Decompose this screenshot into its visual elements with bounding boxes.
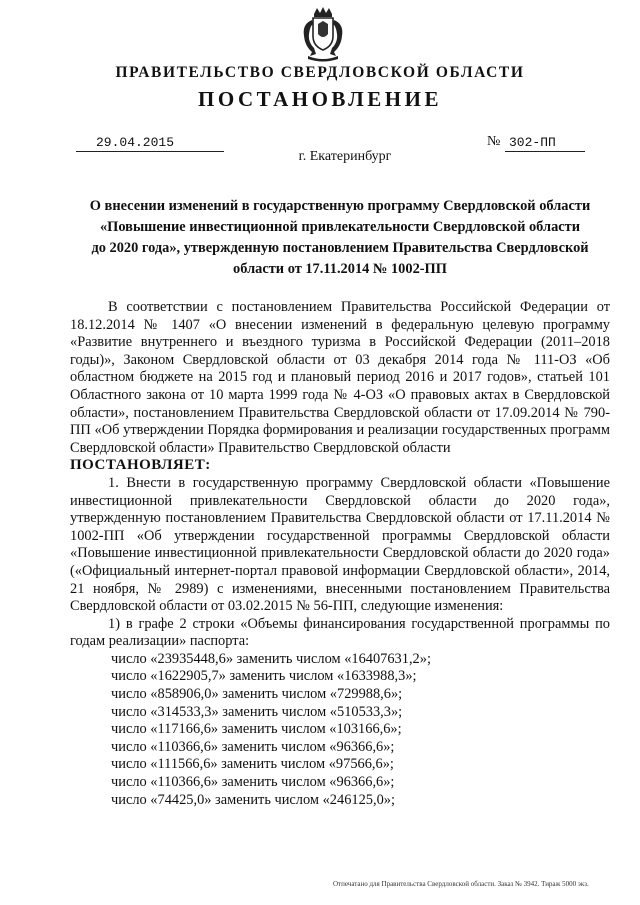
government-name: ПРАВИТЕЛЬСТВО СВЕРДЛОВСКОЙ ОБЛАСТИ bbox=[115, 64, 525, 81]
replacement-item: число «117166,6» заменить числом «103166,6»; bbox=[111, 721, 402, 738]
replacement-item: число «23935448,6» заменить числом «16407631,2»; bbox=[111, 650, 431, 667]
document-type-title: ПОСТАНОВЛЕНИЕ bbox=[198, 87, 442, 111]
document-date: 29.04.2015 bbox=[76, 135, 224, 152]
heading-line: до 2020 года», утвержденную постановлением Правительства Свердловской bbox=[91, 240, 589, 256]
heading-line: области от 17.11.2014 № 1002-ПП bbox=[233, 261, 447, 277]
replacement-item: число «314533,3» заменить числом «510533,3»; bbox=[111, 703, 403, 720]
replacement-item: число «1622905,7» заменить числом «1633988,3»; bbox=[111, 668, 417, 685]
replacement-item: число «74425,0» заменить числом «246125,0»; bbox=[111, 791, 395, 808]
replacement-item: число «111566,6» заменить числом «97566,6»; bbox=[111, 756, 394, 773]
replacement-list bbox=[70, 651, 610, 809]
preamble-paragraph: В соответствии с постановлением Правительства Российской Федерации от 18.12.2014 № 1407 «О внесении изменений в федеральную целевую программу «Развитие внутреннего и въездного туризма в Российской Федерации (2011–2018 годы)», Законом Свердловской области от 03 декабря 2014 года № 111-ОЗ «Об областном бюджете на 2015 год и плановый период 2016 и 2017 годов», статьей 101 Областного закона от 10 марта 1999 года № 4-ОЗ «О правовых актах в Свердловской области», постановлением Правительства Свердловской области от 17.09.2014 № 790-ПП «Об утверждении Порядка формирования и реализации государственных программ Свердловской области» Правительство Свердловской области bbox=[70, 299, 610, 456]
heading-line: «Повышение инвестиционной привлекательности Свердловской области bbox=[99, 219, 581, 235]
document-body bbox=[70, 299, 610, 809]
number-sign: № bbox=[487, 134, 501, 149]
item-1-paragraph: 1. Внести в государственную программу Свердловской области «Повышение инвестиционной привлекательности Свердловской области до 2020 года», утвержденную постановлением Правительства Свердловской области от 17.11.2014 № 1002-ПП «Об утверждении государственной программы Свердловской области «Повышение инвестиционной привлекательности Свердловской области до 2020 года» («Официальный интернет-портал правовой информации Свердловской области», 2014, 21 ноября, № 2989) с изменениями, внесенными постановлением Правительства Свердловской области от 03.02.2015 № 56-ПП, следующие изменения: bbox=[70, 474, 610, 615]
replacement-item: число «110366,6» заменить числом «96366,6»; bbox=[111, 774, 395, 791]
replacement-item: число «858906,0» заменить числом «729988,6»; bbox=[111, 686, 403, 703]
document-number: 302-ПП bbox=[505, 135, 585, 152]
subitem-1-paragraph: 1) в графе 2 строки «Объемы финансирования государственной программы по годам реализации» паспорта: bbox=[70, 615, 610, 650]
heading-line: О внесении изменений в государственную программу Свердловской области bbox=[89, 198, 591, 214]
replacement-item: число «110366,6» заменить числом «96366,6»; bbox=[111, 738, 395, 755]
coat-of-arms-emblem bbox=[296, 6, 350, 62]
document-heading bbox=[70, 196, 610, 280]
resolve-heading: ПОСТАНОВЛЯЕТ: bbox=[70, 457, 211, 474]
issue-city: г. Екатеринбург bbox=[298, 149, 392, 164]
print-note: Отпечатано для Правительства Свердловской области. Заказ № 3942. Тираж 5000 экз. bbox=[333, 880, 589, 888]
